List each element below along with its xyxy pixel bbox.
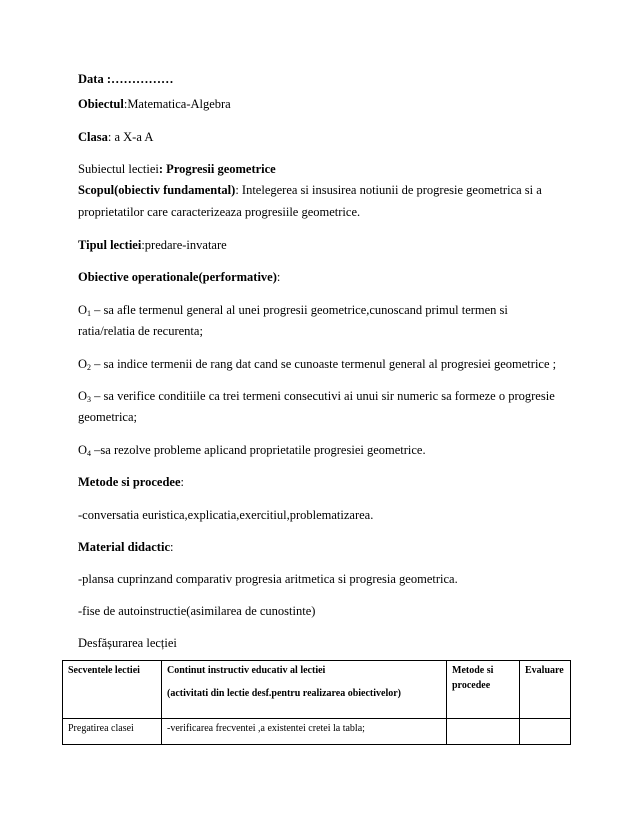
objective-4-index: 4	[87, 449, 92, 458]
row-1-continut: -verificarea frecventei ,a existentei cretei la tabla;	[162, 719, 447, 745]
material-title: Material didactic	[78, 540, 170, 554]
material-item-2: -fise de autoinstructie(asimilarea de cunostinte)	[78, 604, 316, 618]
objective-1-index: 1	[87, 309, 92, 318]
objective-4-text: –sa rezolve probleme aplicand proprietatile progresiei geometrice.	[91, 443, 426, 457]
subiectul-label: Subiectul lectiei	[78, 162, 159, 176]
header-continut	[162, 661, 447, 719]
objective-3-line	[78, 388, 555, 408]
tipul-label: Tipul lectiei	[78, 238, 142, 252]
scopul-value: : Intelegerea si insusirea notiunii de progresie geometrica si a	[235, 183, 542, 197]
material-item-1-line	[78, 571, 458, 587]
objective-2-letter: O	[78, 357, 88, 371]
subiectul-value: : Progresii geometrice	[158, 162, 276, 176]
table-row	[63, 719, 571, 745]
objective-4-line	[78, 442, 426, 462]
objective-2-line	[78, 356, 556, 376]
objective-2-index: 2	[87, 363, 92, 372]
metode-title-line	[78, 474, 184, 490]
tipul-line	[78, 237, 227, 253]
material-title-line	[78, 539, 173, 555]
material-item-2-line	[78, 603, 315, 619]
objective-1-text-2: ratia/relatia de recurenta;	[78, 324, 203, 338]
objective-1-letter: O	[78, 303, 88, 317]
header-metode-text: Metode si	[452, 665, 494, 676]
material-suffix: :	[170, 540, 174, 554]
data-value: ……………	[110, 72, 174, 86]
objective-3-letter: O	[78, 389, 88, 403]
objective-3-index: 3	[87, 395, 92, 404]
row-1-secventa: Pregatirea clasei	[63, 719, 162, 745]
material-item-1: -plansa cuprinzand comparativ progresia aritmetica si progresia geometrica.	[78, 572, 458, 586]
header-secvente	[63, 661, 162, 719]
subiectul-line	[78, 161, 276, 177]
scopul-line-2	[78, 204, 360, 220]
desfasurare-line	[78, 635, 177, 651]
tipul-value: :predare-invatare	[141, 238, 227, 252]
objective-3-line-2	[78, 409, 137, 425]
obiectul-line	[78, 96, 231, 112]
objective-4-letter: O	[78, 443, 88, 457]
objective-1-text: – sa afle termenul general al unei progresii geometrice,cunoscand primul termen si	[91, 303, 508, 317]
header-evaluare-text: Evaluare	[525, 665, 564, 676]
objective-3-text-2: geometrica;	[78, 410, 137, 424]
metode-title: Metode si procedee	[78, 475, 181, 489]
metode-suffix: :	[180, 475, 184, 489]
metode-text-line	[78, 507, 373, 523]
header-metode-text-2: procedee	[452, 680, 491, 691]
clasa-label: Clasa	[78, 130, 108, 144]
obiectul-label: Obiectul	[78, 97, 124, 111]
objective-1-line-2	[78, 323, 203, 339]
data-label: Data :	[78, 72, 111, 86]
scopul-value-2: proprietatilor care caracterizeaza progresiile geometrice.	[78, 205, 361, 219]
header-secvente-text: Secventele lectiei	[68, 665, 140, 676]
row-1-evaluare	[520, 719, 571, 745]
metode-text: -conversatia euristica,explicatia,exercitiul,problematizarea.	[78, 508, 374, 522]
clasa-line	[78, 129, 153, 145]
objective-1-line	[78, 302, 508, 322]
scopul-line	[78, 182, 542, 198]
row-1-metode	[447, 719, 520, 745]
desfasurare-heading: Desfășurarea lecției	[78, 636, 177, 650]
header-evaluare	[520, 661, 571, 719]
clasa-value: : a X-a A	[107, 130, 154, 144]
objectives-title-line	[78, 269, 280, 285]
obiectul-value: :Matematica-Algebra	[123, 97, 231, 111]
header-metode	[447, 661, 520, 719]
objectives-title: Obiective operationale(performative)	[78, 270, 277, 284]
objective-3-text: – sa verifice conditiile ca trei termeni consecutivi ai unui sir numeric sa formeze o progresie	[91, 389, 555, 403]
lesson-table	[62, 660, 571, 745]
data-line	[78, 71, 173, 87]
header-continut-text: Continut instructiv educativ al lectiei	[167, 665, 326, 676]
header-continut-subtext: (activitati din lectie desf.pentru realizarea obiectivelor)	[167, 688, 402, 699]
table-header-row	[63, 661, 571, 719]
scopul-label: Scopul(obiectiv fundamental)	[78, 183, 236, 197]
objective-2-text: – sa indice termenii de rang dat cand se cunoaste termenul general al progresiei geometrice ;	[91, 357, 557, 371]
objectives-title-suffix: :	[276, 270, 281, 284]
